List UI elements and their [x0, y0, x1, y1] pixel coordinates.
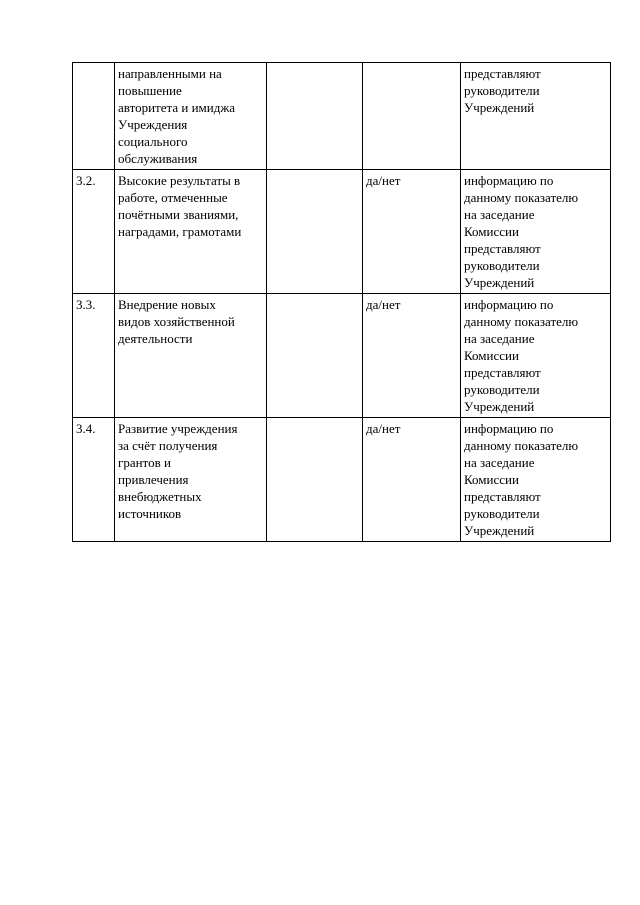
value-cell [363, 170, 461, 294]
criterion-name-cell [115, 63, 267, 170]
note-line: руководители [464, 258, 540, 273]
criterion-name-line: наградами, грамотами [118, 224, 242, 239]
empty-cell [267, 170, 363, 294]
criterion-name-line: обслуживания [118, 151, 198, 166]
criterion-name-line: Учреждения [118, 117, 188, 132]
note-line: информацию по [464, 173, 554, 188]
note-cell [461, 63, 611, 170]
criterion-name-line: привлечения [118, 472, 189, 487]
criterion-name-line: источников [118, 506, 182, 521]
value-cell [363, 418, 461, 542]
criterion-name-line: почётными званиями, [118, 207, 239, 222]
row-number-cell [73, 418, 115, 542]
note-line: представляют [464, 365, 541, 380]
note-line: представляют [464, 241, 541, 256]
note-line: представляют [464, 489, 541, 504]
criterion-name-cell [115, 418, 267, 542]
note-line: Комиссии [464, 224, 519, 239]
criterion-name-line: Высокие результаты в [118, 173, 241, 188]
row-number: 3.4. [76, 421, 96, 436]
criteria-table-body [73, 63, 611, 542]
table-row [73, 170, 611, 294]
criterion-name-line: авторитета и имиджа [118, 100, 236, 115]
criterion-name-line: внебюджетных [118, 489, 202, 504]
criteria-table [72, 62, 611, 542]
criterion-name-line: деятельности [118, 331, 193, 346]
note-cell [461, 170, 611, 294]
row-number: 3.2. [76, 173, 96, 188]
note-line: данному показателю [464, 314, 579, 329]
note-line: данному показателю [464, 190, 579, 205]
table-row [73, 294, 611, 418]
criterion-name-line: направленными на [118, 66, 222, 81]
criterion-name-line: повышение [118, 83, 182, 98]
table-row [73, 63, 611, 170]
criterion-name-cell [115, 294, 267, 418]
note-line: на заседание [464, 455, 535, 470]
criterion-name-line: за счёт получения [118, 438, 218, 453]
note-line: представляют [464, 66, 541, 81]
value-text: да/нет [366, 421, 401, 436]
note-line: Комиссии [464, 472, 519, 487]
note-line: Комиссии [464, 348, 519, 363]
value-text: да/нет [366, 173, 401, 188]
value-cell [363, 63, 461, 170]
note-line: на заседание [464, 331, 535, 346]
empty-cell [267, 63, 363, 170]
criterion-name-line: видов хозяйственной [118, 314, 235, 329]
row-number-cell [73, 63, 115, 170]
criterion-name-line: социального [118, 134, 188, 149]
note-cell [461, 418, 611, 542]
note-line: руководители [464, 83, 540, 98]
note-line: Учреждений [464, 100, 535, 115]
note-line: руководители [464, 382, 540, 397]
row-number: 3.3. [76, 297, 96, 312]
value-text: да/нет [366, 297, 401, 312]
row-number-cell [73, 294, 115, 418]
criterion-name-line: Развитие учреждения [118, 421, 238, 436]
note-line: Учреждений [464, 523, 535, 538]
empty-cell [267, 418, 363, 542]
note-line: Учреждений [464, 275, 535, 290]
table-row [73, 418, 611, 542]
note-line: данному показателю [464, 438, 579, 453]
note-line: информацию по [464, 297, 554, 312]
criterion-name-line: Внедрение новых [118, 297, 216, 312]
value-cell [363, 294, 461, 418]
note-cell [461, 294, 611, 418]
criterion-name-cell [115, 170, 267, 294]
criterion-name-line: грантов и [118, 455, 171, 470]
note-line: руководители [464, 506, 540, 521]
empty-cell [267, 294, 363, 418]
criterion-name-line: работе, отмеченные [118, 190, 228, 205]
note-line: информацию по [464, 421, 554, 436]
note-line: Учреждений [464, 399, 535, 414]
row-number-cell [73, 170, 115, 294]
note-line: на заседание [464, 207, 535, 222]
